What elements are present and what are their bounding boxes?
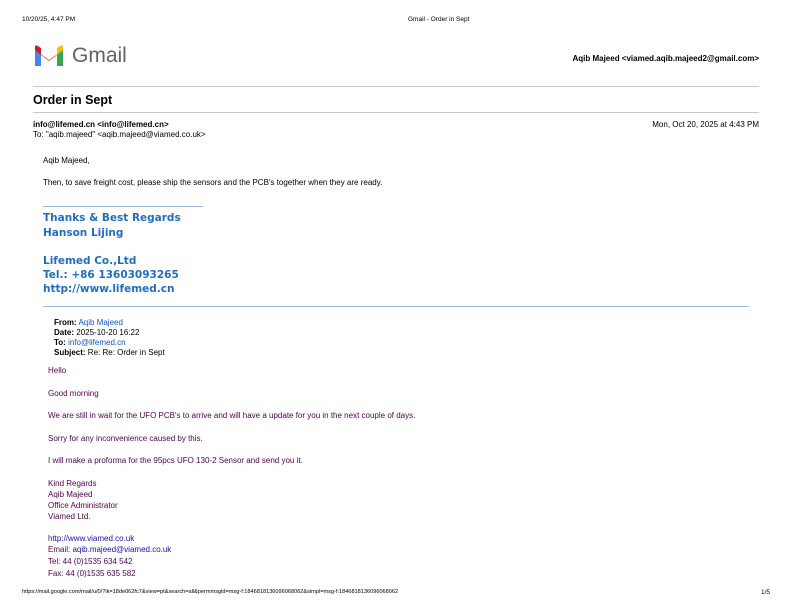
quoted-to-label: To: <box>54 338 66 347</box>
print-datetime: 10/20/25, 4:47 PM <box>22 16 76 23</box>
quoted-date-label: Date: <box>54 328 75 337</box>
message-to: To: "aqib.majeed" <aqib.majeed@viamed.co.uk> <box>33 130 206 139</box>
gmail-logo[interactable] <box>33 44 65 73</box>
message-from: info@lifemed.cn <info@lifemed.cn> <box>33 120 169 129</box>
quoted-subject-label: Subject: <box>54 348 86 357</box>
message-greeting: Aqib Majeed, <box>43 156 90 165</box>
quoted-from-label: From: <box>54 318 77 327</box>
quoted-good-morning: Good morning <box>48 389 99 398</box>
signature-tel: Tel.: +86 13603093265 <box>43 269 179 281</box>
quoted-sign-company: Viamed Ltd. <box>48 512 91 521</box>
divider <box>33 86 759 87</box>
quoted-hello: Hello <box>48 366 67 375</box>
quoted-sign-website-link[interactable]: http://www.viamed.co.uk <box>48 534 135 543</box>
thread-subject: Order in Sept <box>33 93 113 107</box>
divider <box>33 112 759 113</box>
quoted-to-link[interactable]: info@lifemed.cn <box>68 338 126 347</box>
message-body: Then, to save freight cost, please ship the sensors and the PCB's together when they are ready. <box>43 178 383 187</box>
signature-divider <box>43 206 203 207</box>
quoted-sign-tel: Tel: 44 (0)1535 634 542 <box>48 557 133 566</box>
print-footer-url: https://mail.google.com/mail/u/0/?ik=18de062fc7&view=pt&search=all&permmsgid=msg-f:1846818136096068062&simpl=msg-f:1846818136096068062 <box>22 589 399 595</box>
quoted-subject-value: Re: Re: Order in Sept <box>87 348 165 357</box>
quoted-from <box>54 318 123 327</box>
gmail-wordmark: Gmail <box>72 44 127 67</box>
quoted-sign-email <box>48 545 171 554</box>
quoted-sign-role: Office Administrator <box>48 501 118 510</box>
quoted-to <box>54 338 126 347</box>
quoted-proforma: I will make a proforma for the 95pcs UFO 130-2 Sensor and send you it. <box>48 456 303 465</box>
print-page-title: Gmail - Order in Sept <box>408 16 470 23</box>
signature-line1: Thanks & Best Regards <box>43 212 181 224</box>
quoted-sign-regards: Kind Regards <box>48 479 97 488</box>
quoted-sign-email-label: Email: <box>48 545 71 554</box>
quoted-sign-name: Aqib Majeed <box>48 490 93 499</box>
signature-company: Lifemed Co.,Ltd <box>43 255 137 267</box>
quoted-date-value: 2025-10-20 16:22 <box>76 328 140 337</box>
gmail-logo-icon <box>33 44 65 68</box>
quoted-sign-email-link[interactable]: aqib.majeed@viamed.co.uk <box>72 545 172 554</box>
quoted-sorry: Sorry for any inconvenience caused by this. <box>48 434 203 443</box>
quoted-date <box>54 328 139 337</box>
quoted-subject <box>54 348 165 357</box>
print-footer-page: 1/5 <box>760 589 770 596</box>
signature-website-link[interactable]: http://www.lifemed.cn <box>43 283 175 295</box>
quote-divider <box>43 306 749 307</box>
quoted-waiting: We are still in wait for the UFO PCB's to arrive and will have a update for you in the next couple of days. <box>48 411 416 420</box>
account-label: Aqib Majeed <viamed.aqib.majeed2@gmail.com> <box>572 54 759 63</box>
quoted-from-link[interactable]: Aqib Majeed <box>78 318 123 327</box>
signature-line2: Hanson Lijing <box>43 227 124 239</box>
message-date: Mon, Oct 20, 2025 at 4:43 PM <box>652 120 759 129</box>
quoted-sign-fax: Fax: 44 (0)1535 635 582 <box>48 569 136 578</box>
